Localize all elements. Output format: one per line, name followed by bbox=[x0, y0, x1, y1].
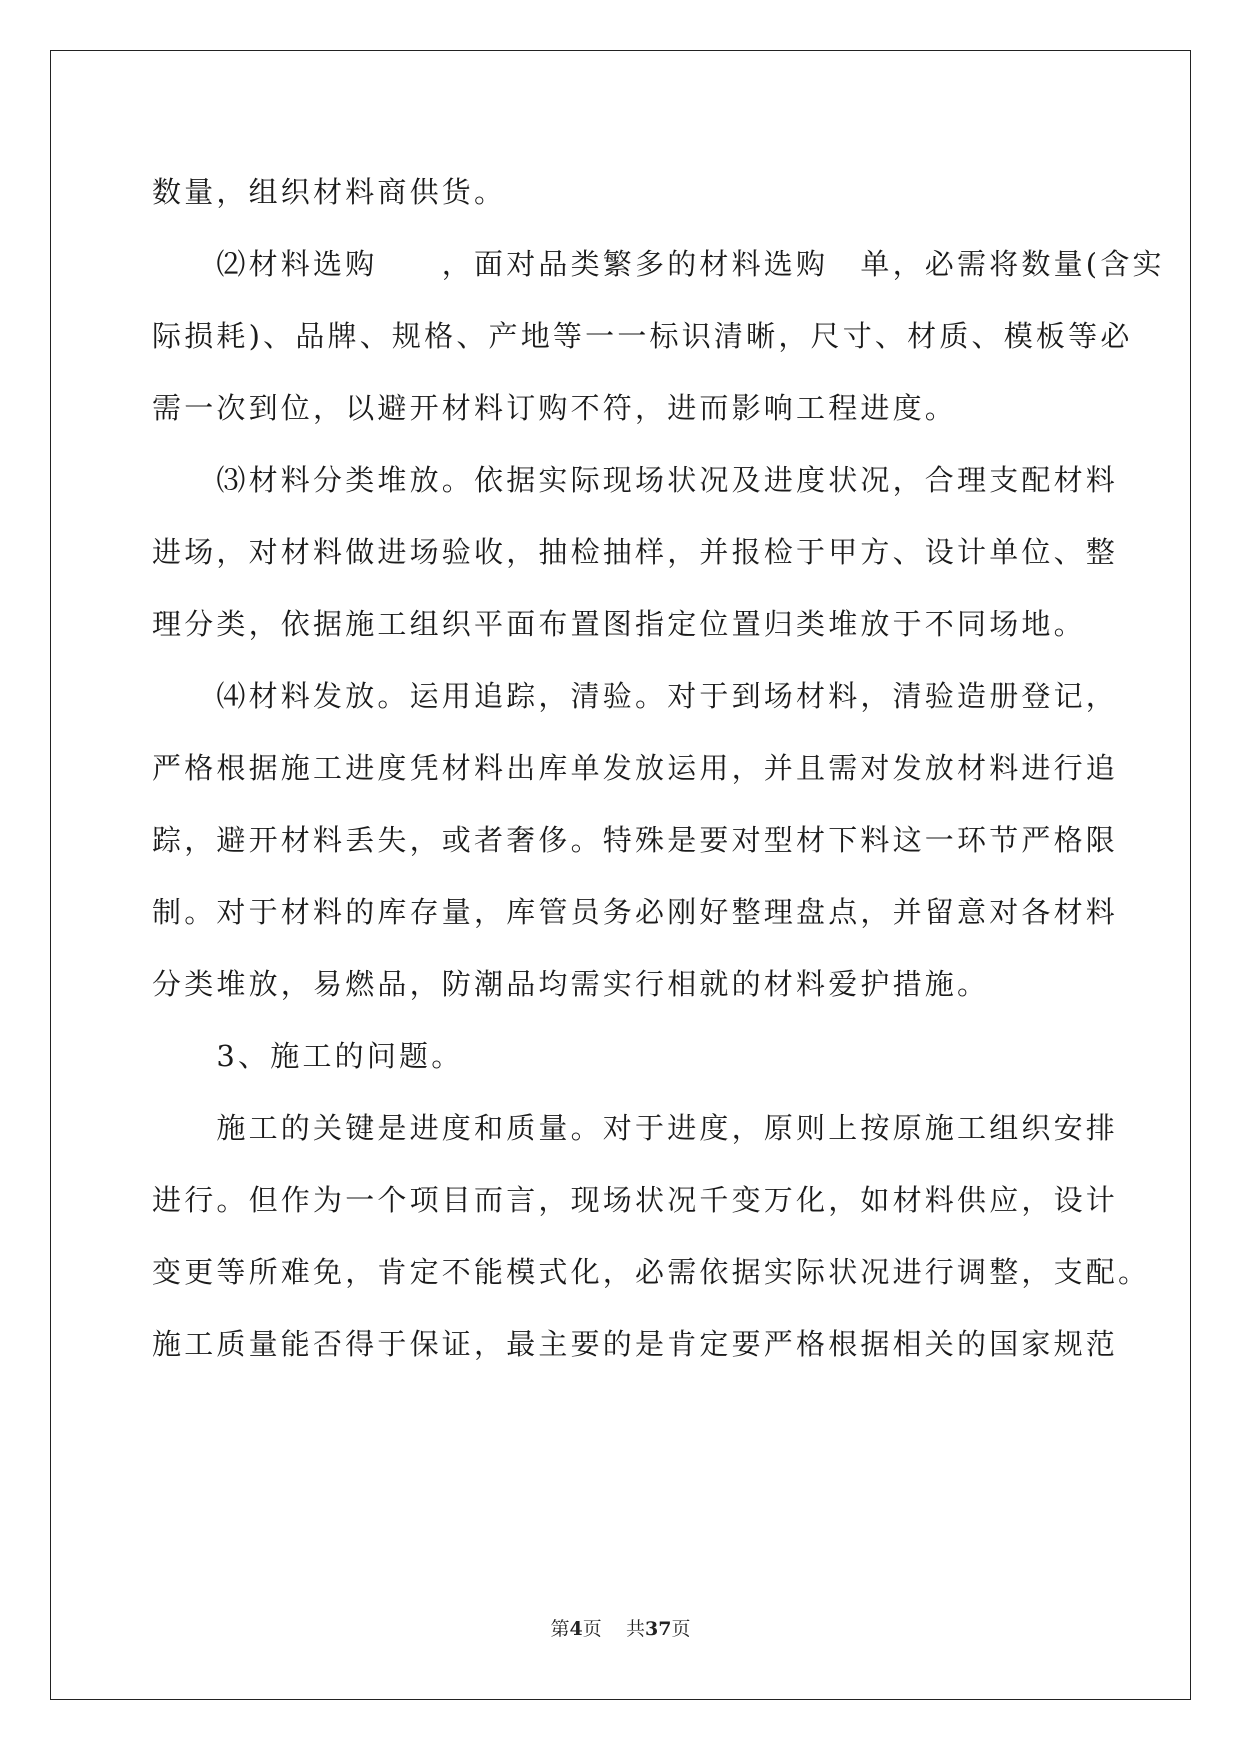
text-line: 严格根据施工进度凭材料出库单发放运用，并且需对发放材料进行追 bbox=[152, 751, 1119, 785]
text-line: 施工的关键是进度和质量。对于进度，原则上按原施工组织安排 bbox=[152, 1111, 1119, 1145]
footer-page-word: 页 bbox=[582, 1618, 602, 1640]
text-line: 变更等所难免，肯定不能模式化，必需依据实际状况进行调整，支配。 bbox=[152, 1255, 1151, 1289]
text-line: 制。对于材料的库存量，库管员务必刚好整理盘点，并留意对各材料 bbox=[152, 895, 1119, 929]
text-line: 需一次到位，以避开材料订购不符，进而影响工程进度。 bbox=[152, 391, 958, 425]
footer-prefix: 第 bbox=[550, 1618, 570, 1640]
total-pages-number: 37 bbox=[644, 1618, 672, 1640]
footer-total-suffix: 页 bbox=[671, 1618, 691, 1640]
text-line: 理分类，依据施工组织平面布置图指定位置归类堆放于不同场地。 bbox=[152, 607, 1086, 641]
text-line: 施工质量能否得于保证，最主要的是肯定要严格根据相关的国家规范 bbox=[152, 1327, 1119, 1361]
current-page-number: 4 bbox=[569, 1618, 583, 1640]
text-line: ⑷材料发放。运用追踪，清验。对于到场材料，清验造册登记， bbox=[152, 679, 1119, 713]
text-line: 踪，避开材料丢失，或者奢侈。特殊是要对型材下料这一环节严格限 bbox=[152, 823, 1119, 857]
text-line: 际损耗)、品牌、规格、产地等一一标识清晰，尺寸、材质、模板等必 bbox=[152, 319, 1133, 353]
text-line: ⑶材料分类堆放。依据实际现场状况及进度状况，合理支配材料 bbox=[152, 463, 1119, 497]
text-line: 进行。但作为一个项目而言，现场状况千变万化，如材料供应，设计 bbox=[152, 1183, 1119, 1217]
text-line: 数量，组织材料商供货。 bbox=[152, 175, 507, 209]
footer-total-prefix: 共 bbox=[625, 1618, 645, 1640]
text-line: 3、施工的问题。 bbox=[152, 1039, 464, 1073]
page-border bbox=[50, 50, 1191, 1700]
page-footer bbox=[0, 1614, 1241, 1641]
text-line: 进场，对材料做进场验收，抽检抽样，并报检于甲方、设计单位、整 bbox=[152, 535, 1119, 569]
text-line: ⑵材料选购 ，面对品类繁多的材料选购 单，必需将数量(含实 bbox=[152, 247, 1165, 281]
text-line: 分类堆放，易燃品，防潮品均需实行相就的材料爱护措施。 bbox=[152, 967, 990, 1001]
